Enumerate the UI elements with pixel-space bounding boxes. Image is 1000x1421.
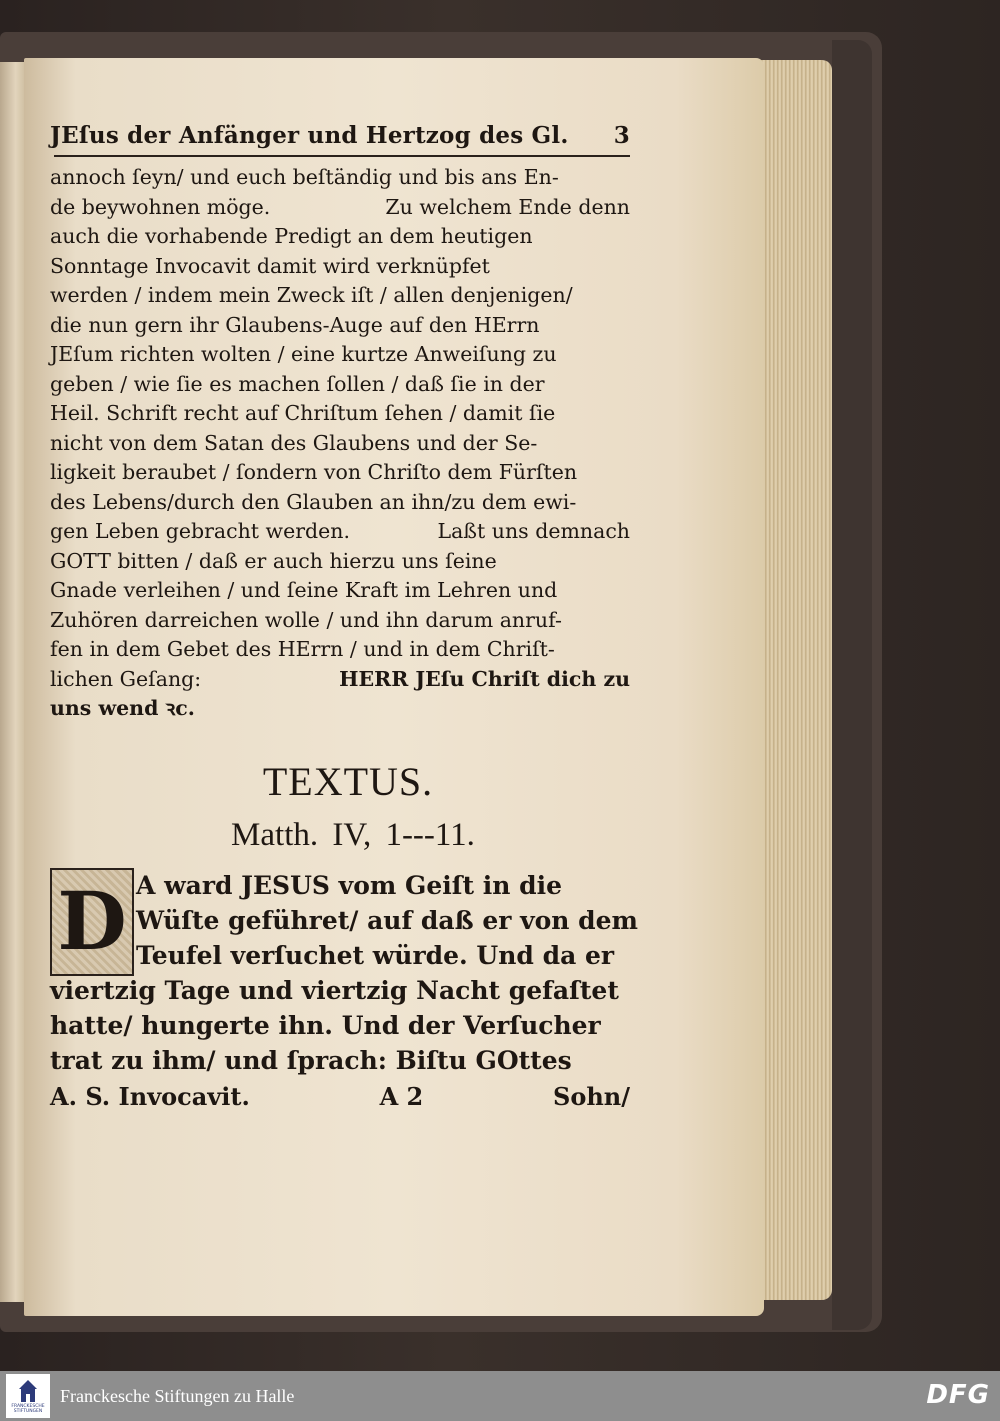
running-head: [50, 122, 630, 149]
scripture-text: [50, 868, 639, 1078]
page-text: [50, 122, 639, 1111]
text-line-segment: GOTT bitten / daß er auch hierzu uns ſeine: [50, 548, 497, 573]
page-footer: [50, 1082, 630, 1111]
text-line: [50, 547, 630, 577]
header-rule: [54, 155, 630, 157]
page-number: 3: [613, 122, 630, 149]
text-line-segment: Laßt uns demnach: [437, 519, 630, 543]
text-line: [50, 517, 630, 547]
decorated-initial: D: [50, 868, 134, 976]
logo-text: FRANCKESCHE STIFTUNGEN: [11, 1404, 45, 1414]
text-line-segment: Gnade verleihen / und ſeine Kraft im Lehren und: [50, 578, 558, 602]
text-line-segment: Heil. Schrift recht auf Chriſtum ſehen / damit ſie: [50, 401, 556, 425]
text-line: [50, 665, 630, 695]
text-line-segment: ligkeit beraubet / ſondern von Chriſto dem Fürſten: [50, 460, 578, 484]
text-line-segment: geben / wie ſie es machen ſollen / daß ſie in der: [50, 371, 545, 396]
text-line-segment: Sonntage Invocavit damit wird verknüpfet: [50, 253, 490, 278]
text-line: [50, 488, 630, 518]
text-line-segment: JEſum richten wolten / eine kurtze Anweiſung zu: [50, 342, 557, 366]
text-line: [50, 340, 630, 370]
dfg-logo[interactable]: DFG: [926, 1380, 990, 1410]
institution-name[interactable]: Franckesche Stiftungen zu Halle: [60, 1385, 295, 1406]
text-line: [50, 311, 630, 341]
book-cover-edge: [832, 40, 872, 1330]
text-line-segment: de beywohnen möge.: [50, 194, 271, 219]
text-line-segment: HERR JEſu Chriſt dich zu: [339, 666, 630, 691]
text-line-segment: fen in dem Gebet des HErrn / und in dem Chriſt-: [50, 637, 555, 661]
left-page-edge: [0, 62, 26, 1302]
text-line: [50, 694, 630, 724]
text-line-segment: uns wend ꝛc.: [50, 696, 195, 720]
running-head-title: JEſus der Anfänger und Hertzog des Gl.: [50, 122, 569, 149]
text-line: [50, 193, 630, 223]
scripture-line: hatte/ hungerte ihn. Und der Verſucher: [50, 1010, 601, 1040]
viewer-footer-bar: [0, 1371, 1000, 1421]
text-line: [50, 370, 630, 400]
text-line-segment: nicht von dem Satan des Glaubens und der Se-: [50, 430, 538, 455]
scripture-line: trat zu ihm/ und ſprach: Biſtu GOttes: [50, 1045, 572, 1075]
text-line-segment: auch die vorhabende Predigt an dem heutigen: [50, 224, 533, 248]
franckesche-stiftungen-logo[interactable]: [6, 1374, 50, 1418]
text-line: [50, 281, 630, 311]
text-line: [50, 576, 630, 606]
building-icon: [18, 1378, 38, 1404]
text-line-segment: Zu welchem Ende denn: [385, 194, 630, 219]
scripture-reference: Matth. IV, 1---11.: [231, 816, 475, 853]
sheet-mark: A 2: [379, 1081, 424, 1111]
text-line: [50, 252, 630, 282]
text-line-segment: die nun gern ihr Glaubens-Auge auf den HErrn: [50, 312, 540, 337]
text-line: [50, 399, 630, 429]
text-line-segment: gen Leben gebracht werden.: [50, 519, 350, 543]
text-line: [50, 429, 630, 459]
text-line-segment: lichen Geſang:: [50, 666, 202, 691]
text-line-segment: werden / indem mein Zweck iſt / allen denjenigen/: [50, 283, 573, 307]
scripture-line: A ward JESUS vom Geiſt in die: [136, 870, 563, 900]
text-line-segment: Zuhören darreichen wolle / und ihn darum anruf-: [50, 607, 562, 632]
scripture-line: Wüſte geführet/ auf daß er von dem: [136, 905, 639, 935]
text-line: [50, 163, 630, 193]
text-line: [50, 635, 630, 665]
signature-mark: A. S. Invocavit.: [50, 1081, 250, 1111]
body-paragraph: [50, 163, 630, 724]
text-line: [50, 606, 630, 636]
catchword: Sohn/: [552, 1081, 630, 1111]
text-line: [50, 458, 630, 488]
scripture-line: viertzig Tage und viertzig Nacht gefaſtet: [50, 975, 619, 1005]
text-line-segment: des Lebens/durch den Glauben an ihn/zu dem ewi-: [50, 489, 577, 514]
scripture-line: Teufel verſuchet würde. Und da er: [136, 940, 615, 970]
text-line: [50, 222, 630, 252]
section-heading: TEXTUS.: [262, 758, 434, 804]
text-line-segment: annoch ſeyn/ und euch beſtändig und bis ans En-: [50, 165, 559, 189]
